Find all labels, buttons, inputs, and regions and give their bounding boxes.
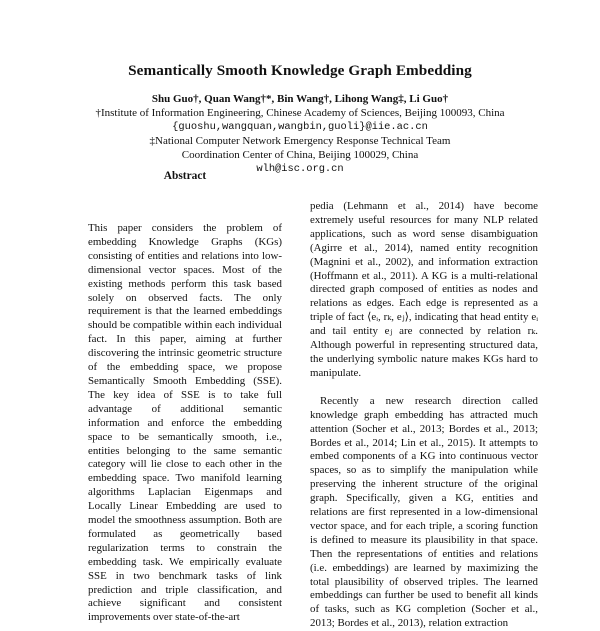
abstract-text: This paper considers the problem of embedding Knowledge Graphs (KGs) consisting of entities and relations into low-dimensional vector spaces. Most of the existing methods perform this task based solely on observed facts. The only requirement is that the learned embeddings should be compatible within each individual fact. In this paper, aiming at further discovering the intrinsic geometric structure of the embedding space, we propose Semantically Smooth Embedding (SSE). The key idea of SSE is to take full advantage of additional semantic information and enforce the embedding space to be semantically smooth, i.e., entities belonging to the same semantic category will lie close to each other in the embedding space. Two manifold learning algorithms Laplacian Eigenmaps and Locally Linear Embedding are used to model the smoothness assumption. Both are formulated as geometrically based regularization terms to constrain the embedding task. We empirically evaluate SSE in two benchmark tasks of link prediction and triple classification, and achieve significant and consistent improvements over state-of-the-art — [88, 222, 282, 624]
abstract-heading: Abstract — [163, 170, 207, 182]
author-block — [0, 92, 600, 176]
intro-paragraph-2: Recently a new research direction called knowledge graph embedding has attracted much attention (Socher et al., 2013; Bordes et al., 2013; Bordes et al., 2014; Lin et al., 2015). It attempts to embed components of a KG into continuous vector spaces, so as to simplify the manipulation while preserving the inherent structure of the original graph. Specifically, given a KG, entities and relations are first represented in a low-dimensional vector space, and for each triple, a scoring function is defined to measure its plausibility in that space. Then the representations of entities and relations (i.e. embeddings) are learned by maximizing the total plausibility of observed triples. The learned embeddings can further be used to benefit all kinds of tasks, such as KG completion (Socher et al., 2013; Bordes et al., 2013), relation extraction — [310, 394, 538, 630]
email-1: {guoshu,wangquan,wangbin,guoli}@iie.ac.cn — [172, 121, 428, 133]
affiliation-2-line-1: ‡National Computer Network Emergency Response Technical Team — [149, 135, 451, 147]
intro-paragraph-1: pedia (Lehmann et al., 2014) have become extremely useful resources for many NLP related applications, such as word sense disambiguation (Agirre et al., 2014), named entity recognition (Magnini et al., 2002), and information extraction (Hoffmann et al., 2011). A KG is a multi-relational directed graph composed of entities as nodes and relations as edges. Each edge is represented as a triple of fact ⟨eᵢ, rₖ, eⱼ⟩, indicating that head entity eᵢ and tail entity eⱼ are connected by relation rₖ. Although powerful in representing structured data, the underlying symbolic nature makes KGs hard to manipulate. — [310, 200, 538, 379]
abstract-column — [88, 222, 282, 625]
affiliation-1: †Institute of Information Engineering, Chinese Academy of Sciences, Beijing 100093, China — [95, 107, 505, 119]
author-names: Shu Guo†, Quan Wang†*, Bin Wang†, Lihong Wang‡, Li Guo† — [151, 93, 449, 105]
paper-title: Semantically Smooth Knowledge Graph Embedding — [128, 62, 472, 79]
intro-column — [310, 200, 538, 631]
affiliation-2-line-2: Coordination Center of China, Beijing 100029, China — [181, 149, 419, 161]
email-2: wlh@isc.org.cn — [256, 163, 344, 175]
